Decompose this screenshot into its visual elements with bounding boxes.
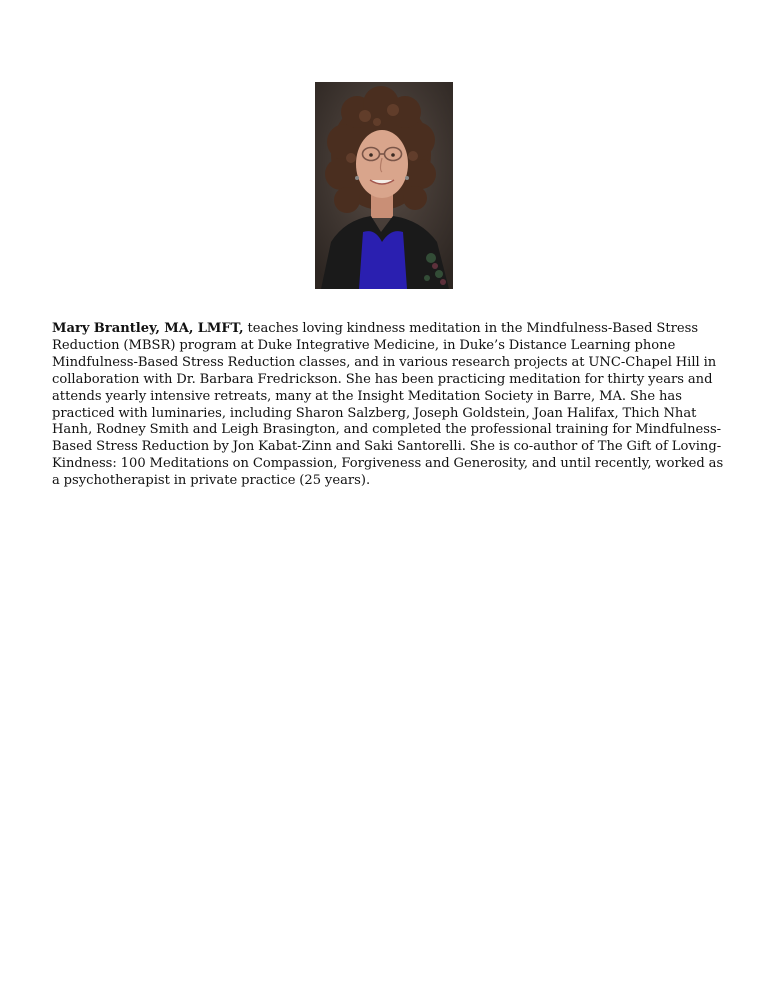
portrait-illustration (315, 82, 453, 289)
bio-name: Mary Brantley, MA, LMFT, (52, 321, 244, 336)
face (356, 130, 408, 198)
bio-paragraph (52, 321, 724, 490)
bio-text: teaches loving kindness meditation in the Mindfulness-Based Stress Reduction (MBSR) program at Duke Integrative Medicine, in Duke’s Distance Learning phone Mindfulness-Based Stress Reduction classes, and in various research projects at UNC-Chapel Hill in collaboration with Dr. Barbara Fredrickson. She has been practicing meditation for thirty years and attends yearly intensive retreats, many at the Insight Meditation Society in Barre, MA. She has practiced with luminaries, including Sharon Salzberg, Joseph Goldstein, Joan Halifax, Thich Nhat Hanh, Rodney Smith and Leigh Brasington, and completed the professional training for Mindfulness-Based Stress Reduction by Jon Kabat-Zinn and Saki Santorelli. She is co-author of The Gift of Loving-Kindness: 100 Meditations on Compassion, Forgiveness and Generosity, and until recently, worked as a psychotherapist in private practice (25 years). (52, 321, 724, 489)
portrait-photo (315, 82, 453, 289)
